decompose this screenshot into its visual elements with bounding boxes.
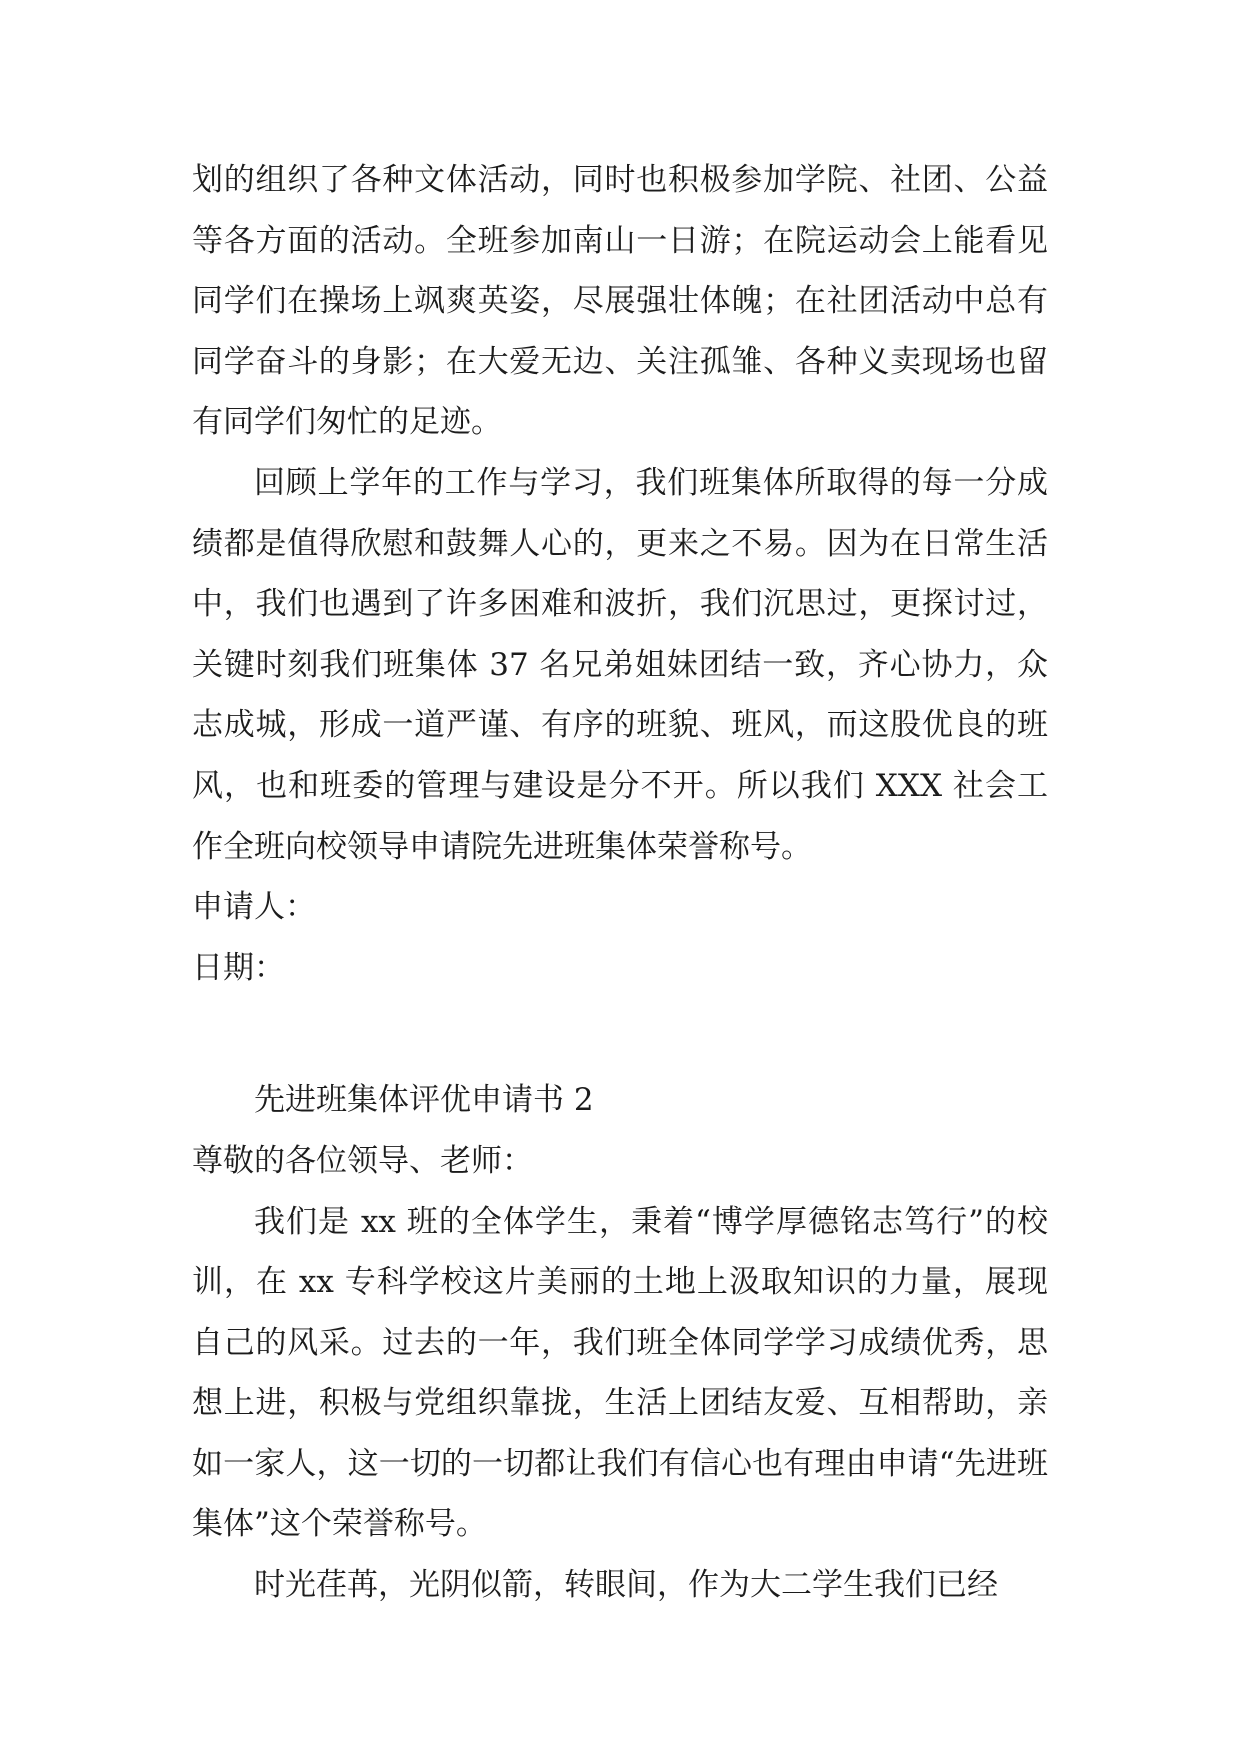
date-label: 日期： [192,949,285,986]
document-page [192,150,1048,1616]
paragraph-activities: 划的组织了各种文体活动，同时也积极参加学院、社团、公益等各方面的活动。全班参加南山一日游；在院运动会上能看见同学们在操场上飒爽英姿，尽展强壮体魄；在社团活动中总有同学奋斗的身影；在大爱无边、关注孤雏、各种义卖现场也留有同学们匆忙的足迹。 [192,162,1048,441]
paragraph-review: 回顾上学年的工作与学习，我们班集体所取得的每一分成绩都是值得欣慰和鼓舞人心的，更来之不易。因为在日常生活中，我们也遇到了许多困难和波折，我们沉思过，更探讨过，关键时刻我们班集体 37 名兄弟姐妹团结一致，齐心协力，众志成城，形成一道严谨、有序的班貌、班风，而这股优良的班风，也和班委的管理与建设是分不开。所以我们 XXX 社会工作全班向校领导申请院先进班集体荣誉称号。 [192,464,1048,865]
salutation: 尊敬的各位领导、老师： [192,1142,533,1179]
section-title: 先进班集体评优申请书 2 [254,1082,594,1119]
applicant-label: 申请人： [192,889,316,926]
paragraph-introduction: 我们是 xx 班的全体学生，秉着“博学厚德铭志笃行”的校训，在 xx 专科学校这片美丽的土地上汲取知识的力量，展现自己的风采。过去的一年，我们班全体同学学习成绩优秀，思想上进，积极与党组织靠拢，生活上团结友爱、互相帮助，亲如一家人，这一切的一切都让我们有信心也有理由申请“先进班集体”这个荣誉称号。 [192,1203,1048,1543]
paragraph-time: 时光荏苒，光阴似箭，转眼间，作为大二学生我们已经 [254,1567,998,1604]
